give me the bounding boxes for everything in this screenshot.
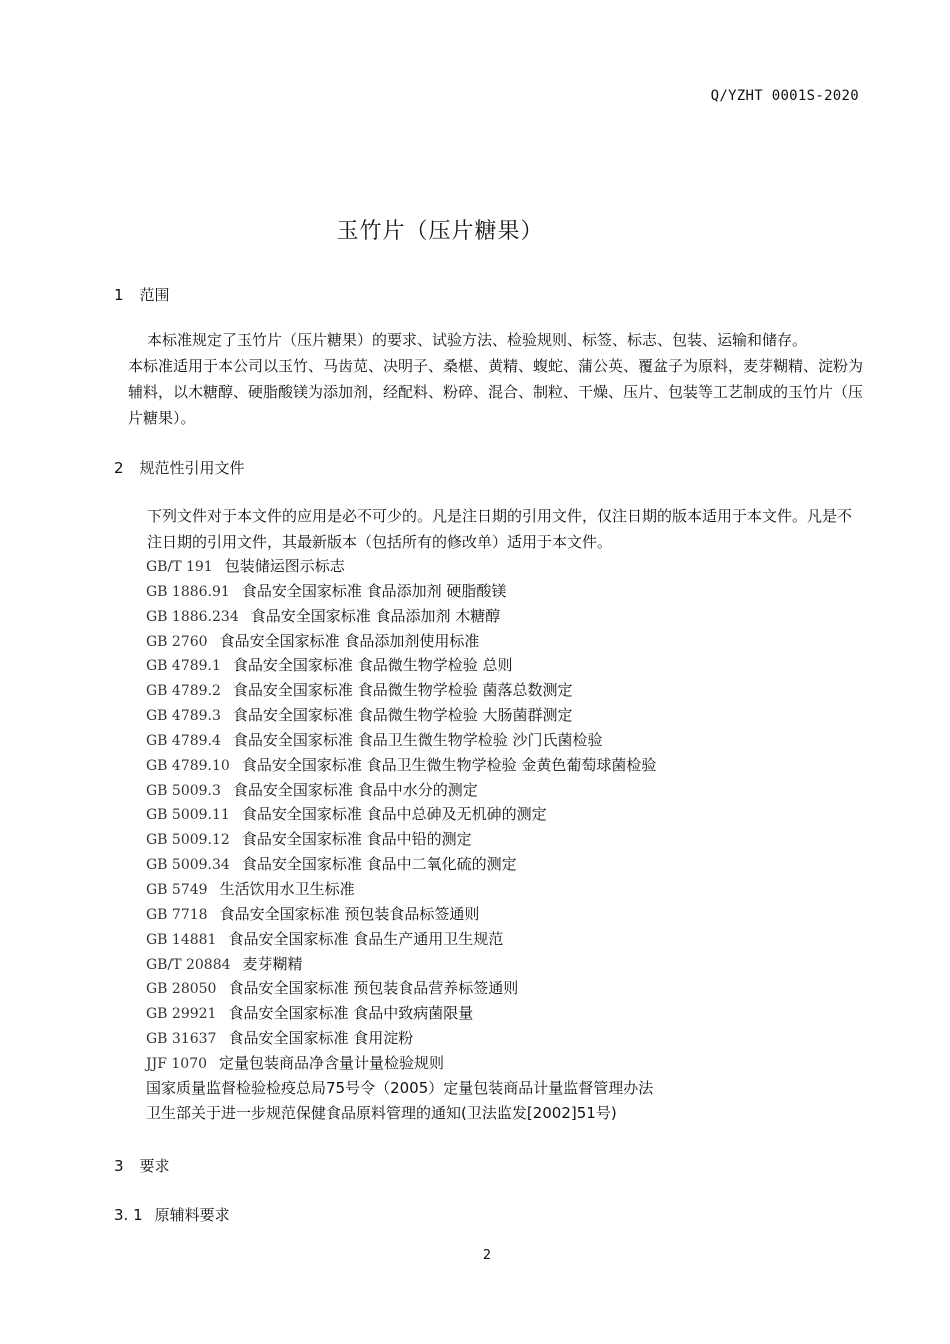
reference-code: GB 1886.234: [146, 608, 239, 625]
reference-title: 定量包装商品净含量计量检验规则: [219, 1053, 445, 1072]
section-title: 要求: [139, 1157, 170, 1175]
page-number: 2: [482, 1248, 492, 1263]
reference-title: 包装储运图示标志: [224, 557, 345, 575]
reference-item: [146, 952, 866, 977]
reference-item: [146, 976, 866, 1001]
reference-title: 食品安全国家标准 食品微生物学检验 大肠菌群测定: [232, 706, 573, 725]
reference-item: [146, 1076, 866, 1101]
reference-item: [146, 802, 866, 827]
reference-item: [146, 1001, 866, 1026]
section-number: 3: [114, 1157, 124, 1175]
reference-code: GB 4789.10: [146, 757, 230, 774]
reference-item: [146, 927, 866, 952]
reference-item: [146, 778, 866, 803]
reference-code: GB 29921: [146, 1006, 217, 1023]
reference-title: 食品安全国家标准 食品微生物学检验 总则: [232, 656, 513, 675]
reference-title: 食品安全国家标准 食品生产通用卫生规范: [228, 929, 504, 948]
section-number: 2: [114, 459, 124, 477]
reference-item: [146, 1101, 866, 1126]
reference-item: [146, 827, 866, 852]
document-title: 玉竹片（压片糖果）: [336, 219, 544, 244]
reference-code: GB 5009.11: [146, 807, 230, 824]
reference-code: GB 28050: [146, 981, 217, 998]
reference-title: 食品安全国家标准 食品卫生微生物学检验 沙门氏菌检验: [232, 730, 603, 749]
reference-code: GB 4789.3: [146, 708, 221, 725]
reference-item: [146, 852, 866, 877]
reference-item: [146, 1026, 866, 1051]
reference-title: 食品安全国家标准 食品添加剂 硬脂酸镁: [241, 581, 507, 600]
reference-title: 食品安全国家标准 食品中铅的测定: [241, 830, 472, 849]
references-intro: 下列文件对于本文件的应用是必不可少的。凡是注日期的引用文件，仅注日期的版本适用于本文件。凡是不注日期的引用文件，其最新版本（包括所有的修改单）适用于本文件。: [147, 507, 853, 551]
reference-item: [146, 1051, 866, 1076]
section-3-heading: [114, 1155, 170, 1176]
reference-title: 食品安全国家标准 食品中水分的测定: [232, 780, 478, 799]
reference-title: 食品安全国家标准 食品微生物学检验 菌落总数测定: [232, 681, 573, 700]
reference-code: GB 4789.4: [146, 732, 221, 749]
reference-item: [146, 554, 866, 579]
reference-code: GB 7718: [146, 906, 208, 923]
document-code: Q/YZHT 0001S-2020: [710, 88, 859, 104]
reference-item: [146, 579, 866, 604]
section-2-heading: [114, 457, 245, 478]
reference-code: GB 2760: [146, 633, 208, 650]
reference-code: GB 5749: [146, 881, 208, 898]
reference-title: 食品安全国家标准 预包装食品标签通则: [219, 904, 480, 923]
reference-title: 食品安全国家标准 食用淀粉: [228, 1029, 414, 1048]
section-1-heading: [114, 284, 170, 305]
reference-title: 食品安全国家标准 食品中总砷及无机砷的测定: [241, 805, 547, 824]
reference-code: GB 1886.91: [146, 583, 230, 600]
reference-item: [146, 728, 866, 753]
reference-item: [146, 678, 866, 703]
reference-code: GB 4789.2: [146, 683, 221, 700]
section-title: 原辅料要求: [154, 1206, 230, 1224]
reference-item: [146, 902, 866, 927]
reference-title: 麦芽糊精: [242, 954, 303, 973]
reference-code: GB 5009.3: [146, 782, 221, 799]
section-3-1-heading: [114, 1204, 230, 1225]
reference-code: GB 4789.1: [146, 658, 221, 675]
reference-item: [146, 877, 866, 902]
reference-item: [146, 753, 866, 778]
reference-title: 生活饮用水卫生标准: [219, 879, 355, 898]
reference-code: GB/T 191: [146, 559, 213, 575]
section-title: 规范性引用文件: [139, 459, 245, 477]
reference-title: 卫生部关于进一步规范保健食品原料管理的通知(卫法监发[2002]51号): [146, 1103, 617, 1122]
reference-list: [146, 554, 866, 1125]
reference-title: 食品安全国家标准 食品卫生微生物学检验 金黄色葡萄球菌检验: [241, 755, 657, 774]
reference-code: GB 31637: [146, 1031, 217, 1048]
section-title: 范围: [139, 286, 170, 304]
reference-item: [146, 629, 866, 654]
scope-paragraph-2: 本标准适用于本公司以玉竹、马齿苋、决明子、桑椹、黄精、蝮蛇、蒲公英、覆盆子为原料，麦芽糊精、淀粉为辅料，以木糖醇、硬脂酸镁为添加剂，经配料、粉碎、混合、制粒、干燥、压片、包装等工艺制成的玉竹片（压片糖果）。: [128, 357, 864, 427]
reference-title: 食品安全国家标准 食品中二氧化硫的测定: [241, 855, 517, 874]
reference-title: 食品安全国家标准 预包装食品营养标签通则: [228, 979, 519, 998]
reference-code: JJF 1070: [146, 1055, 208, 1072]
scope-paragraph-1: 本标准规定了玉竹片（压片糖果）的要求、试验方法、检验规则、标签、标志、包装、运输和储存。: [147, 331, 808, 349]
reference-item: [146, 703, 866, 728]
reference-code: GB 14881: [146, 931, 217, 948]
reference-title: 食品安全国家标准 食品添加剂使用标准: [219, 631, 480, 650]
reference-code: GB 5009.34: [146, 857, 230, 874]
section-number: 3. 1: [114, 1206, 143, 1224]
reference-item: [146, 653, 866, 678]
reference-item: [146, 604, 866, 629]
reference-title: 国家质量监督检验检疫总局75号令（2005）定量包装商品计量监督管理办法: [146, 1078, 654, 1097]
section-number: 1: [114, 286, 124, 304]
reference-code: GB/T 20884: [146, 956, 231, 973]
reference-code: GB 5009.12: [146, 832, 230, 849]
reference-title: 食品安全国家标准 食品中致病菌限量: [228, 1004, 474, 1023]
reference-title: 食品安全国家标准 食品添加剂 木糖醇: [250, 606, 501, 625]
